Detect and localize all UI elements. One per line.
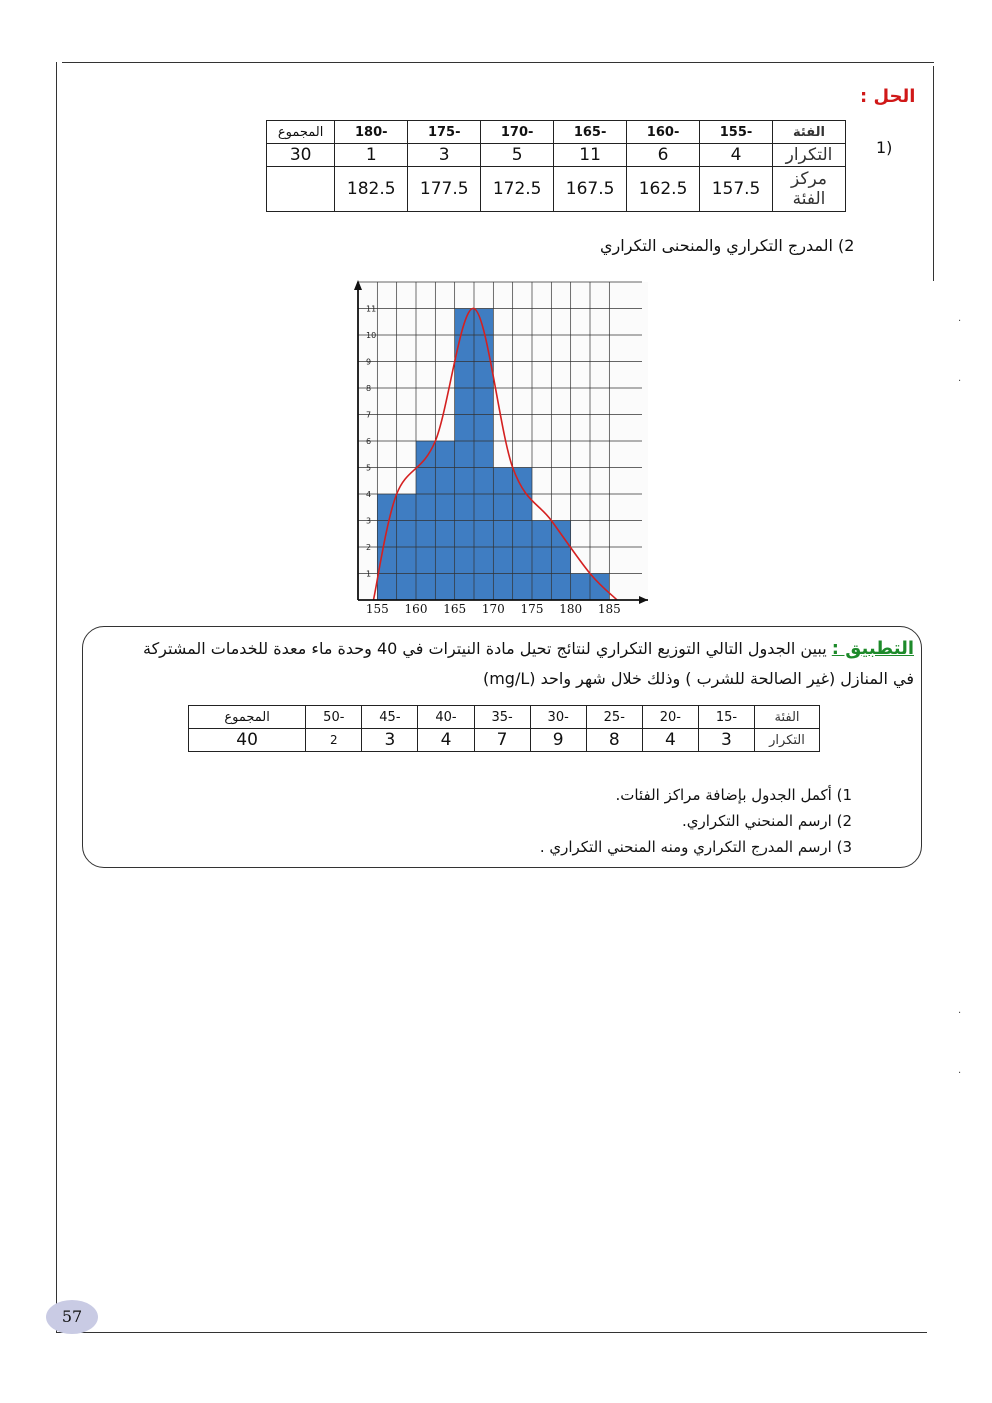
freq-cell: 3 bbox=[698, 729, 754, 752]
total-cell: 30 bbox=[267, 144, 335, 167]
freq-cell: 4 bbox=[642, 729, 698, 752]
freq-cell: 8 bbox=[586, 729, 642, 752]
histogram-chart bbox=[338, 276, 658, 616]
application-line-2: في المنازل (غير الصالحة للشرب ) وذلك خلال شهر واحد (mg/L) bbox=[482, 669, 914, 688]
center-cell: 177.5 bbox=[408, 167, 481, 212]
y-tick-label: 1 bbox=[366, 569, 372, 579]
freq-cell: 3 bbox=[408, 144, 481, 167]
freq-cell: 4 bbox=[418, 729, 474, 752]
center-cell: 157.5 bbox=[700, 167, 773, 212]
class-cell: -180 bbox=[335, 121, 408, 144]
application-title: التطبيق : bbox=[831, 638, 914, 659]
page-frame-right bbox=[933, 66, 934, 281]
x-tick-label: 185 bbox=[597, 602, 621, 616]
y-tick-label: 8 bbox=[366, 384, 372, 393]
y-tick-label: 3 bbox=[366, 516, 372, 526]
x-tick-label: 155 bbox=[365, 602, 389, 616]
center-cell: 172.5 bbox=[481, 167, 554, 212]
y-tick-label: 2 bbox=[366, 543, 372, 552]
freq-cell: 5 bbox=[481, 144, 554, 167]
freq-cell: 2 bbox=[306, 729, 362, 752]
y-tick-label: 7 bbox=[366, 410, 372, 420]
x-tick-label: 175 bbox=[520, 602, 544, 616]
freq-cell: 7 bbox=[474, 729, 530, 752]
y-tick-label: 10 bbox=[366, 331, 377, 340]
class-cell: -175 bbox=[408, 121, 481, 144]
class-cell: -30 bbox=[530, 706, 586, 729]
y-tick-label: 5 bbox=[366, 463, 372, 473]
total-label-cell: المجموع bbox=[267, 121, 335, 144]
margin-mark: · bbox=[958, 1008, 962, 1019]
row-label-class: الفئة bbox=[773, 121, 846, 144]
margin-mark: · bbox=[958, 316, 962, 327]
row-label-freq: التكرار bbox=[755, 729, 820, 752]
class-cell: -45 bbox=[362, 706, 418, 729]
class-cell: -35 bbox=[474, 706, 530, 729]
question-item: 2) ارسم المنحني التكراري. bbox=[681, 812, 852, 830]
freq-cell: 6 bbox=[627, 144, 700, 167]
freq-cell: 9 bbox=[530, 729, 586, 752]
frequency-table-1 bbox=[266, 120, 846, 212]
freq-cell: 4 bbox=[700, 144, 773, 167]
class-cell: -15 bbox=[698, 706, 754, 729]
y-tick-label: 9 bbox=[366, 357, 372, 367]
center-cell: 167.5 bbox=[554, 167, 627, 212]
solution-label: الحل : bbox=[860, 86, 916, 107]
center-cell: 162.5 bbox=[627, 167, 700, 212]
class-cell: -40 bbox=[418, 706, 474, 729]
x-tick-label: 165 bbox=[443, 602, 467, 616]
margin-mark: · bbox=[958, 376, 962, 387]
class-cell: -20 bbox=[642, 706, 698, 729]
freq-cell: 1 bbox=[335, 144, 408, 167]
x-tick-label: 180 bbox=[559, 602, 583, 616]
y-tick-label: 4 bbox=[366, 490, 372, 499]
class-cell: -25 bbox=[586, 706, 642, 729]
margin-mark: · bbox=[958, 1068, 962, 1079]
y-tick-label: 11 bbox=[366, 304, 377, 314]
class-cell: -155 bbox=[700, 121, 773, 144]
class-cell: -165 bbox=[554, 121, 627, 144]
freq-cell: 11 bbox=[554, 144, 627, 167]
center-cell: 182.5 bbox=[335, 167, 408, 212]
row-label-center: مركز الفئة bbox=[773, 167, 846, 212]
row-label-freq: التكرار bbox=[773, 144, 846, 167]
empty-cell bbox=[267, 167, 335, 212]
question-1-number: 1) bbox=[876, 138, 893, 157]
total-cell: 40 bbox=[189, 729, 306, 752]
frequency-table-2 bbox=[188, 705, 820, 752]
y-tick-label: 6 bbox=[366, 437, 372, 446]
class-cell: -160 bbox=[627, 121, 700, 144]
x-tick-label: 160 bbox=[404, 602, 428, 616]
total-label-cell: المجموع bbox=[189, 706, 306, 729]
x-tick-label: 170 bbox=[481, 602, 505, 616]
application-line-1: يبين الجدول التالي التوزيع التكراري لنتائج تحيل مادة النيترات في 40 وحدة ماء معدة للخدمات المشتركة bbox=[142, 639, 827, 658]
application-text bbox=[94, 634, 914, 694]
question-item: 1) أكمل الجدول بإضافة مراكز الفئات. bbox=[615, 786, 852, 804]
row-label-class: الفئة bbox=[755, 706, 820, 729]
class-cell: -170 bbox=[481, 121, 554, 144]
section-2-title: 2) المدرج التكراري والمنحنى التكراري bbox=[600, 236, 855, 255]
page-frame-top bbox=[62, 62, 934, 63]
question-item: 3) ارسم المدرج التكراري ومنه المنحني التكراري . bbox=[539, 838, 852, 856]
questions-list bbox=[380, 782, 852, 860]
class-cell: -50 bbox=[306, 706, 362, 729]
page-number: 57 bbox=[46, 1300, 98, 1334]
freq-cell: 3 bbox=[362, 729, 418, 752]
